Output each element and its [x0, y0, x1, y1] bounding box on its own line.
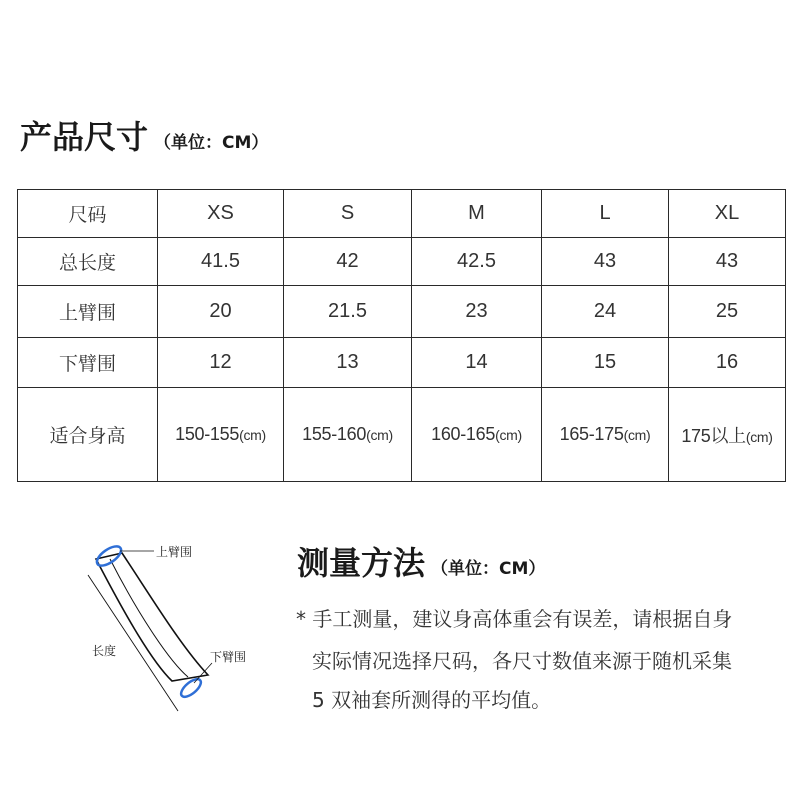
page-title: 产品尺寸 — [20, 118, 149, 156]
table-row-size — [18, 190, 786, 238]
fit-value: 175以上 — [681, 425, 746, 446]
table-cell: XL — [669, 190, 786, 238]
sleeve-measurement-diagram — [80, 535, 270, 725]
table-cell: 14 — [412, 338, 542, 388]
table-cell: 下臂围 — [18, 338, 158, 388]
table-row-lower-arm — [18, 338, 786, 388]
fit-unit: (cm) — [745, 428, 773, 445]
fit-unit: (cm) — [495, 427, 522, 443]
measurement-note-line: 实际情况选择尺码，各尺寸数值来源于随机采集 — [312, 649, 732, 673]
measurement-note-line: 5 双袖套所测得的平均值。 — [312, 688, 552, 712]
table-row-upper-arm — [18, 286, 786, 338]
table-cell: 15 — [542, 338, 669, 388]
table-cell: 13 — [284, 338, 412, 388]
table-cell: 42.5 — [412, 238, 542, 286]
table-cell: 16 — [669, 338, 786, 388]
length-label: 长度 — [92, 644, 117, 658]
upper-arm-label: 上臂围 — [156, 545, 193, 559]
table-cell: 25 — [669, 286, 786, 338]
fit-value: 165-175 — [559, 424, 624, 444]
table-cell — [412, 388, 542, 482]
table-cell — [284, 388, 412, 482]
table-cell: S — [284, 190, 412, 238]
fit-value: 150-155 — [175, 424, 240, 444]
fit-unit: (cm) — [366, 427, 393, 443]
table-cell: 尺码 — [18, 190, 158, 238]
lower-arm-label: 下臂围 — [210, 650, 247, 664]
table-cell: M — [412, 190, 542, 238]
table-cell: 43 — [669, 238, 786, 286]
fit-unit: (cm) — [623, 427, 651, 443]
table-cell: 42 — [284, 238, 412, 286]
table-cell: 23 — [412, 286, 542, 338]
table-cell: 21.5 — [284, 286, 412, 338]
table-cell: 20 — [158, 286, 284, 338]
table-cell: 41.5 — [158, 238, 284, 286]
table-cell: 24 — [542, 286, 669, 338]
fit-value: 160-165 — [431, 424, 496, 444]
fit-unit: (cm) — [239, 427, 266, 443]
unit-note: （单位：CM） — [154, 133, 269, 153]
table-cell: 总长度 — [18, 238, 158, 286]
table-cell: L — [542, 190, 669, 238]
table-cell: 43 — [542, 238, 669, 286]
table-cell: XS — [158, 190, 284, 238]
measurement-method-heading — [297, 538, 545, 584]
method-unit-note: （单位：CM） — [431, 559, 546, 579]
table-cell: 12 — [158, 338, 284, 388]
table-cell: 适合身高 — [18, 388, 158, 482]
table-cell: 上臂围 — [18, 286, 158, 338]
table-row-fit-height — [18, 388, 786, 482]
fit-value: 155-160 — [302, 424, 367, 444]
table-cell — [542, 388, 669, 482]
method-title: 测量方法 — [297, 544, 426, 582]
table-row-length — [18, 238, 786, 286]
size-table — [17, 189, 786, 482]
measurement-note-line: * 手工测量，建议身高体重会有误差，请根据自身 — [296, 607, 733, 631]
product-size-heading — [20, 112, 268, 158]
table-cell — [158, 388, 284, 482]
table-cell — [669, 388, 786, 482]
sleeve-outline — [96, 553, 208, 681]
